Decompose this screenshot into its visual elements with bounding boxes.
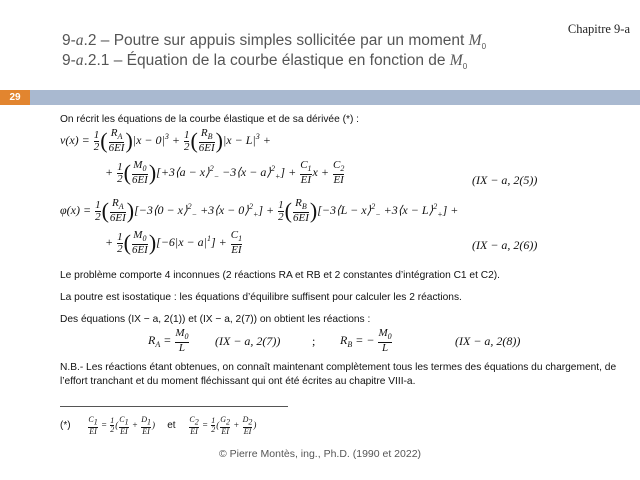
subsection-title: 9-a.2.1 – Équation de la courbe élastique en fonction de $M_0$ [62, 52, 468, 72]
intro-text: On récrit les équations de la courbe élastique et de sa dérivée (*) : [60, 114, 359, 125]
equation-v-line1: v(x) = $\frac{1}{2}$ ( $\frac{R_A}{6EI}$ )$|x - 0|^3$ + $\frac{1}{2}$ ( $\frac{R_B}{6EI}$ )$|x - L|^3$ + [60, 127, 271, 155]
equation-tag-2: (IX − a, 2(6)) [472, 238, 538, 252]
copyright-footer: © Pierre Montès, ing., Ph.D. (1990 et 2022) [218, 448, 422, 460]
equation-tag-1: (IX − a, 2(5)) [472, 173, 538, 187]
isostatic-text: La poutre est isostatique : les équations d’équilibre suffisent pour calculer les 2 réactions. [60, 292, 462, 303]
section-title: 9-a.2 – Poutre sur appuis simples sollicitée par un moment $M_0$ [62, 32, 487, 52]
reaction-separator: ; [312, 334, 316, 348]
reaction-rb-tag: (IX − a, 2(8)) [455, 334, 521, 348]
header-bar [0, 90, 640, 105]
equation-phi-line2: + $\frac{1}{2}$ ( $\frac{M_0}{6EI}$ )$[-6|x - a|^1]$ + $\frac{C_1}{EI}$ [105, 229, 243, 257]
chapter-label: Chapitre 9-a [567, 22, 630, 36]
from-equations-text: Des équations (IX − a, 2(1)) et (IX − a, 2(7)) on obtient les réactions : [60, 314, 371, 325]
equation-phi-line1: φ(x) = $\frac{1}{2}$ ( $\frac{R_A}{6EI}$ )[−3⟨0 − x⟩$^2_-$ +3⟨x − 0⟩$^2_+$] + $\frac{1}{2}$ ( $\frac{R_B}{6EI}$ )[−3⟨L − x⟩$^2_-$ +3⟨x − L⟩$^2_+$] + [60, 197, 459, 225]
footnote: (*) $\frac{C_1}{EI}$ = $\frac{1}{2}$ ( $\frac{C_1}{EI}$ + $\frac{D_1}{EI}$ ) et $\frac{C_2}{EI}$ = $\frac{1}{2}$ ( $\frac{G_2}{EI}$ + $\frac{D_2}{EI}$ ) [60, 415, 257, 436]
page-number: 29 [0, 90, 30, 105]
reaction-rb-equation: $R_B$ = − $\frac{M_0}{L}$ [340, 327, 392, 355]
reaction-ra-tag: (IX − a, 2(7)) [215, 334, 281, 348]
footnote-divider [60, 406, 288, 407]
reaction-ra-equation: $R_A$ = $\frac{M_0}{L}$ [148, 327, 189, 355]
equation-v-line2: + $\frac{1}{2}$ ( $\frac{M_0}{6EI}$ )[+3⟨a − x⟩$^2_-$ −3⟨x − a⟩$^2_+$] + $\frac{C_1}{EI}$ x + $\frac{C_2}{EI}$ [105, 159, 345, 187]
unknowns-text: Le problème comporte 4 inconnues (2 réactions RA et RB et 2 constantes d’intégration C1 et C2). [60, 270, 501, 281]
nb-text-line2: l’effort tranchant et du moment fléchissant qui ont été écrites au chapitre VIII-a. [60, 376, 416, 387]
footnote-and: et [167, 419, 176, 431]
footnote-mark: (*) [60, 419, 71, 431]
nb-text-line1: N.B.- Les réactions étant obtenues, on connaît maintenant complètement tous les termes des équations du chargement, de [60, 362, 617, 373]
